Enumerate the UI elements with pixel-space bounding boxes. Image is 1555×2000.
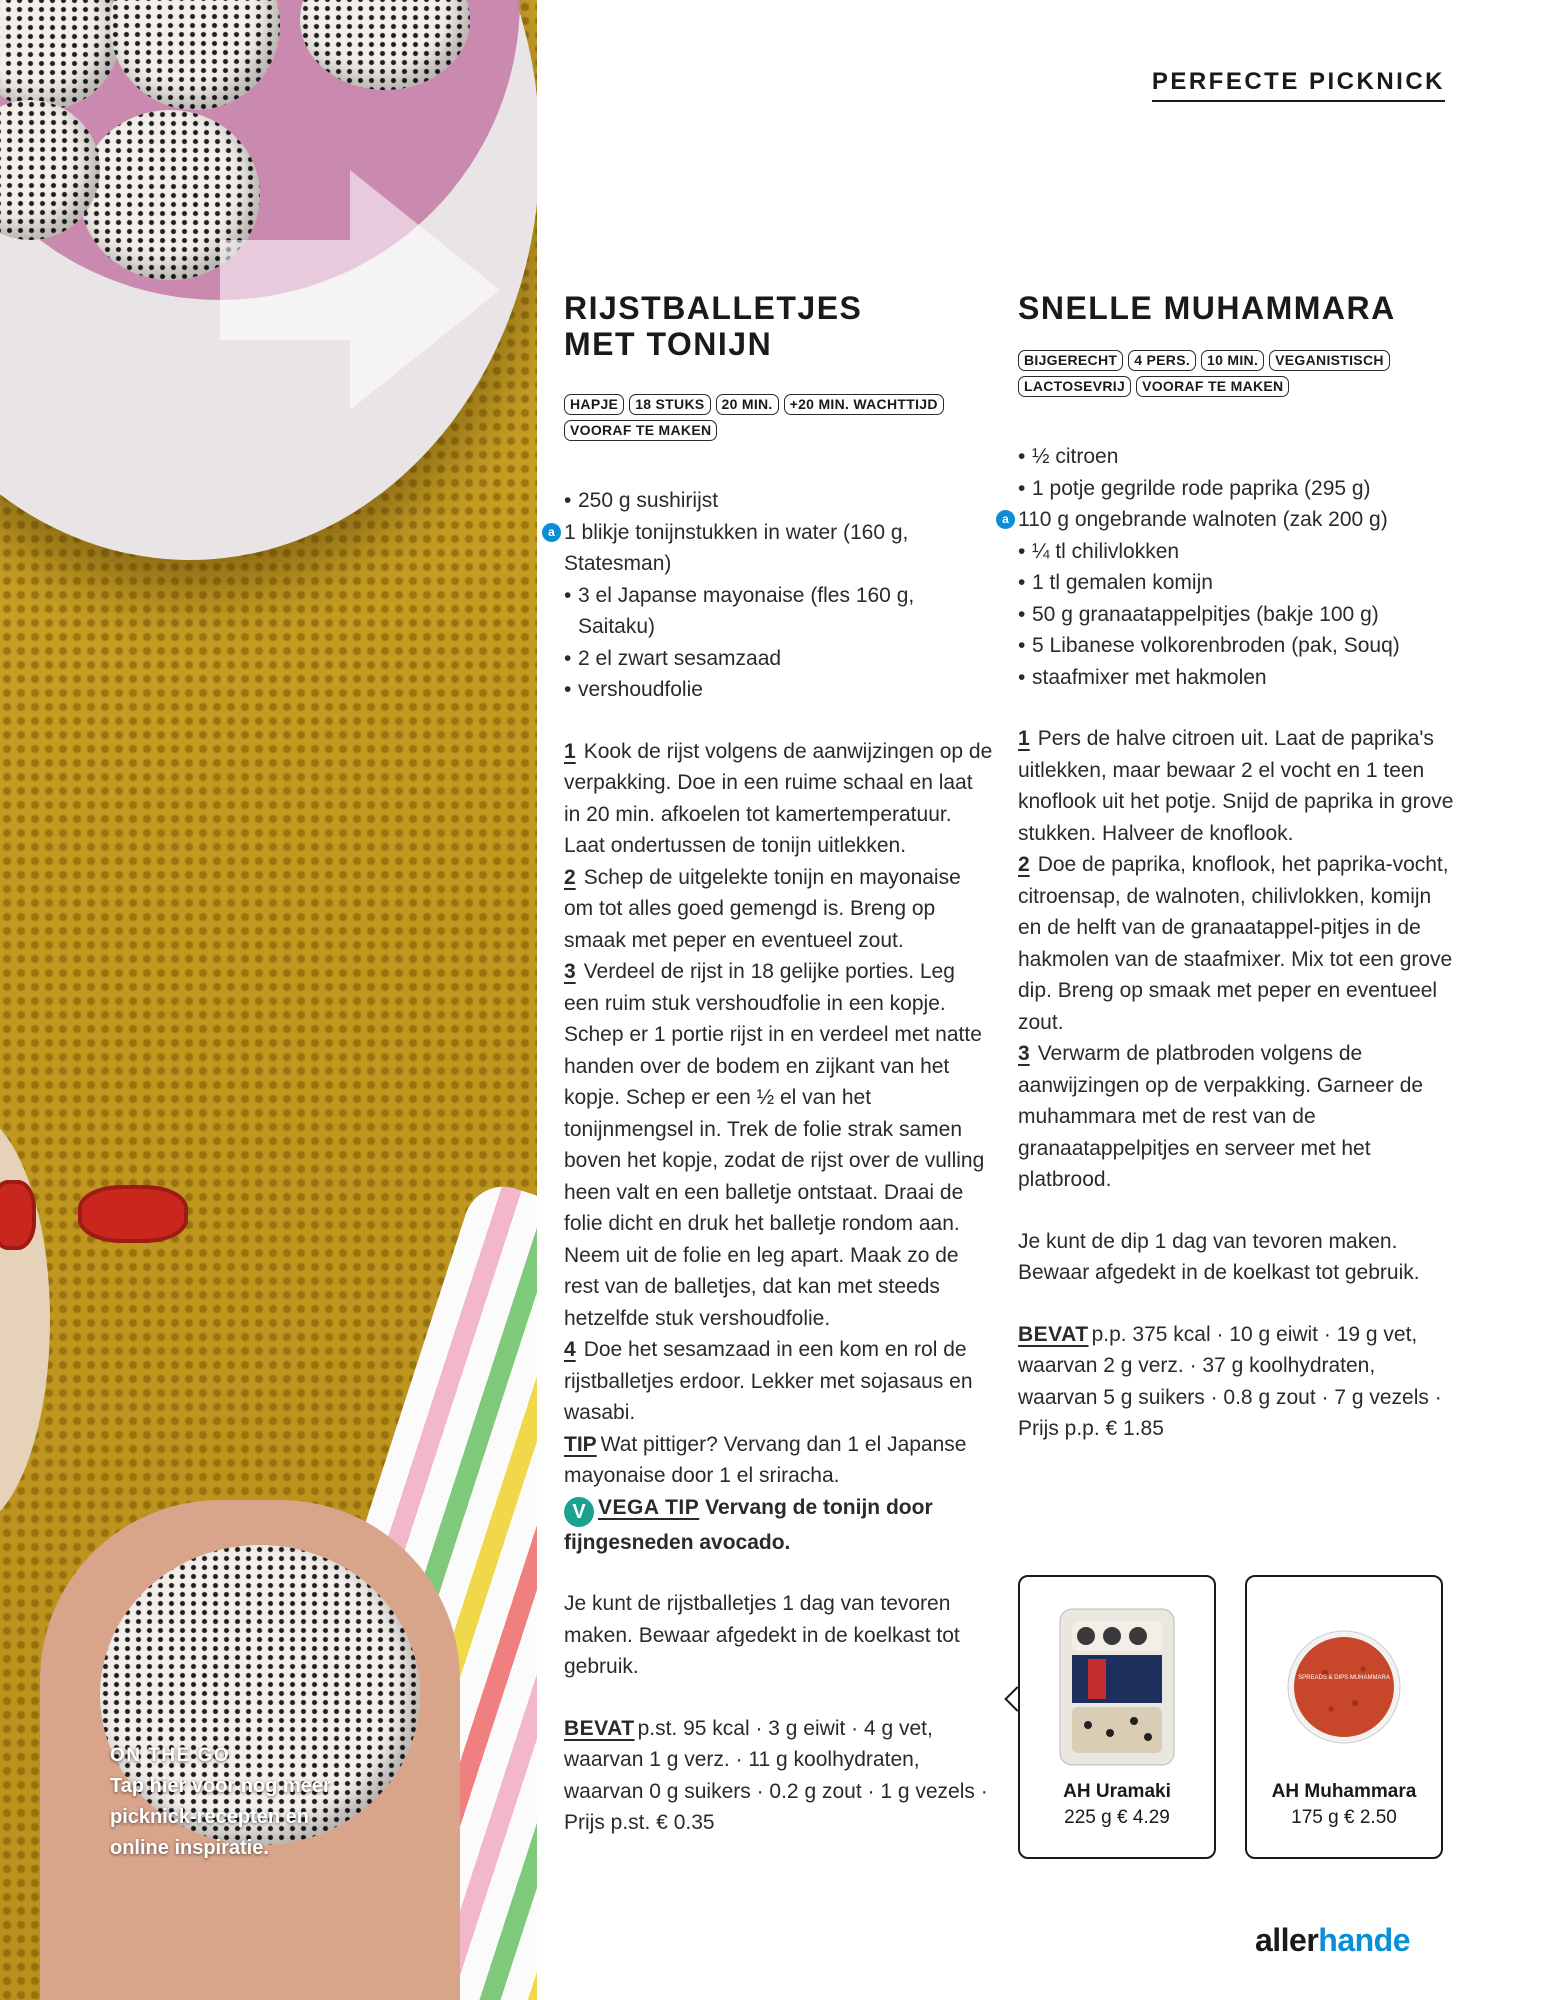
product-price: 225 g € 4.29 — [1064, 1807, 1170, 1828]
product-name: AH Muhammara — [1271, 1781, 1417, 1802]
arrow-icon — [200, 160, 520, 420]
uramaki-package-image — [1058, 1607, 1176, 1767]
ingredient: • 2 el zwart sesamzaad — [564, 643, 994, 675]
step: 4 Doe het sesamzaad in een kom en rol de rijstballetjes erdoor. Lekker met sojasaus en wasabi. — [564, 1338, 973, 1424]
recipe-tags — [1018, 350, 1418, 397]
step-number: 2 — [1018, 853, 1030, 876]
product-name: AH Uramaki — [1063, 1781, 1171, 1802]
pepper-piece — [0, 1180, 36, 1250]
step-number: 1 — [1018, 727, 1030, 750]
make-ahead-note: Je kunt de dip 1 dag van tevoren maken. Bewaar afgedekt in de koelkast tot gebruik. — [1018, 1229, 1420, 1284]
tag: BIJGERECHT — [1018, 350, 1123, 371]
ingredient: • 1 tl gemalen komijn — [1018, 567, 1458, 599]
product-price: 175 g € 2.50 — [1291, 1807, 1397, 1828]
product-card-muhammara[interactable] — [1245, 1575, 1443, 1859]
logo-part-2: hande — [1318, 1922, 1410, 1958]
ingredient-list — [548, 485, 994, 706]
step: 1 Kook de rijst volgens de aanwijzingen op de verpakking. Doe in een ruime schaal en laat in 20 min. afkoelen tot kamertemperatuur. Laat ondertussen de tonijn uitlekken. — [564, 739, 993, 857]
step: 3 Verwarm de platbroden volgens de aanwijzingen op de verpakking. Garneer de muhammara met de rest van de granaatappelpitjes en serveer met het platbrood. — [1018, 1042, 1424, 1191]
logo-part-1: aller — [1254, 1922, 1319, 1958]
step-number: 3 — [564, 960, 576, 983]
section-title: PERFECTE PICKNICK — [1152, 68, 1445, 102]
vega-tip: V VEGA TIP Vervang de tonijn door fijngesneden avocado. — [564, 1495, 933, 1554]
nutrition-label: BEVAT — [564, 1716, 635, 1740]
ingredient: • staafmixer met hakmolen — [1018, 662, 1458, 694]
nutrition-label: BEVAT — [1018, 1322, 1089, 1346]
tag: 4 PERS. — [1128, 350, 1196, 371]
ingredient: • 1 potje gegrilde rode paprika (295 g) — [1018, 473, 1458, 505]
ingredient: • 50 g granaatappelpitjes (bakje 100 g) — [1018, 599, 1458, 631]
tag: 20 MIN. — [716, 394, 779, 415]
recipe-title: SNELLE MUHAMMARA — [1018, 290, 1396, 326]
tag: VOORAF TE MAKEN — [1136, 376, 1289, 397]
step-number: 3 — [1018, 1042, 1030, 1065]
make-ahead-note: Je kunt de rijstballetjes 1 dag van tevoren maken. Bewaar afgedekt in de koelkast tot gebruik. — [564, 1592, 960, 1678]
muhammara-tub-image — [1269, 1607, 1419, 1767]
step: 1 Pers de halve citroen uit. Laat de paprika's uitlekken, maar bewaar 2 el vocht en 1 teen knoflook uit het potje. Snijd de paprika in grove stukken. Halveer de knoflook. — [1018, 727, 1454, 845]
step: 2 Doe de paprika, knoflook, het paprika-vocht, citroensap, de walnoten, chilivlokken, komijn en de helft van de granaatappel-pitjes in de hakmolen van de staafmixer. Mix tot een grove dip. Breng op smaak met peper en eventueel zout. — [1018, 853, 1453, 1034]
ingredient: • 5 Libanese volkorenbroden (pak, Souq) — [1018, 630, 1458, 662]
tag: +20 MIN. WACHTTIJD — [784, 394, 944, 415]
pepper-piece — [78, 1185, 188, 1243]
ingredient[interactable]: a 1 blikje tonijnstukken in water (160 g, Statesman) — [564, 517, 994, 580]
ingredient[interactable]: a 110 g ongebrande walnoten (zak 200 g) — [1018, 504, 1458, 536]
ingredient: • 250 g sushirijst — [564, 485, 994, 517]
promo-title: ON THE GO — [110, 1745, 231, 1766]
step-number: 2 — [564, 865, 576, 889]
tag: 18 STUKS — [629, 394, 710, 415]
recipe-rijstballetjes — [548, 290, 994, 1839]
preparation-steps — [1018, 723, 1458, 1196]
step: 3 Verdeel de rijst in 18 gelijke porties. Leg een ruim stuk vershoudfolie in een kopje. Schep er 1 portie rijst in en verdeel met natte handen over de bodem en zijkant van het kopje. Schep er een ½ el van het tonijnmengsel in. Trek de folie strak samen boven het kopje, zodat de rijst over de vulling heen valt en een balletje ontstaat. Draai de folie dicht en druk het balletje rondom aan. Neem uit de folie en leg apart. Maak zo de rest van de balletjes, dat kan met steeds hetzelfde stuk vershoudfolie. — [564, 960, 985, 1330]
hero-photo — [0, 0, 537, 2000]
tag: HAPJE — [564, 394, 624, 415]
nutrition-info: BEVAT p.st. 95 kcal · 3 g eiwit · 4 g vet, waarvan 1 g verz. · 11 g koolhydraten, waarvan 0 g suikers · 0.2 g zout · 1 g vezels · Prijs p.st. € 0.35 — [564, 1716, 988, 1834]
recipe-tags — [564, 394, 994, 441]
step-number: 4 — [564, 1338, 576, 1361]
ingredient: • ½ citroen — [1018, 441, 1458, 473]
nutrition-info: BEVAT p.p. 375 kcal · 10 g eiwit · 19 g vet, waarvan 2 g verz. · 37 g koolhydraten, waarvan 5 g suikers · 0.8 g zout · 7 g vezels · Prijs p.p. € 1.85 — [1018, 1322, 1442, 1440]
on-the-go-promo[interactable] — [110, 1745, 370, 1864]
tag: 10 MIN. — [1201, 350, 1264, 371]
promo-text[interactable]: Tap hier voor nog meer picknick-recepten en online inspiratie. — [110, 1775, 331, 1859]
step-number: 1 — [564, 739, 576, 763]
allerhande-logo[interactable] — [1255, 1922, 1410, 1959]
recipe-muhammara — [1002, 290, 1458, 1445]
ah-product-icon[interactable]: a — [542, 523, 561, 542]
vega-icon: V — [564, 1497, 594, 1527]
tub-label-text: SPREADS & DIPS MUHAMMARA — [1298, 1675, 1390, 1681]
tag: VEGANISTISCH — [1269, 350, 1390, 371]
ah-product-icon[interactable]: a — [996, 510, 1015, 529]
ingredient-list — [1002, 441, 1458, 693]
flatbread — [0, 1110, 50, 1530]
tag: VOORAF TE MAKEN — [564, 420, 717, 441]
product-card-uramaki[interactable] — [1018, 1575, 1216, 1859]
ingredient: • vershoudfolie — [564, 674, 994, 706]
ingredient: • 3 el Japanse mayonaise (fles 160 g, Saitaku) — [564, 580, 994, 643]
ingredient: • ¼ tl chilivlokken — [1018, 536, 1458, 568]
tag: LACTOSEVRIJ — [1018, 376, 1131, 397]
step: 2 Schep de uitgelekte tonijn en mayonaise om tot alles goed gemengd is. Breng op smaak met peper en eventueel zout. — [564, 865, 961, 952]
tip-label: TIP — [564, 1432, 597, 1456]
recipe-title: RIJSTBALLETJES MET TONIJN — [564, 290, 863, 362]
preparation-steps — [564, 736, 994, 1559]
vega-tip-label: VEGA TIP — [598, 1495, 700, 1519]
tip: TIP Wat pittiger? Vervang dan 1 el Japanse mayonaise door 1 el sriracha. — [564, 1432, 967, 1487]
